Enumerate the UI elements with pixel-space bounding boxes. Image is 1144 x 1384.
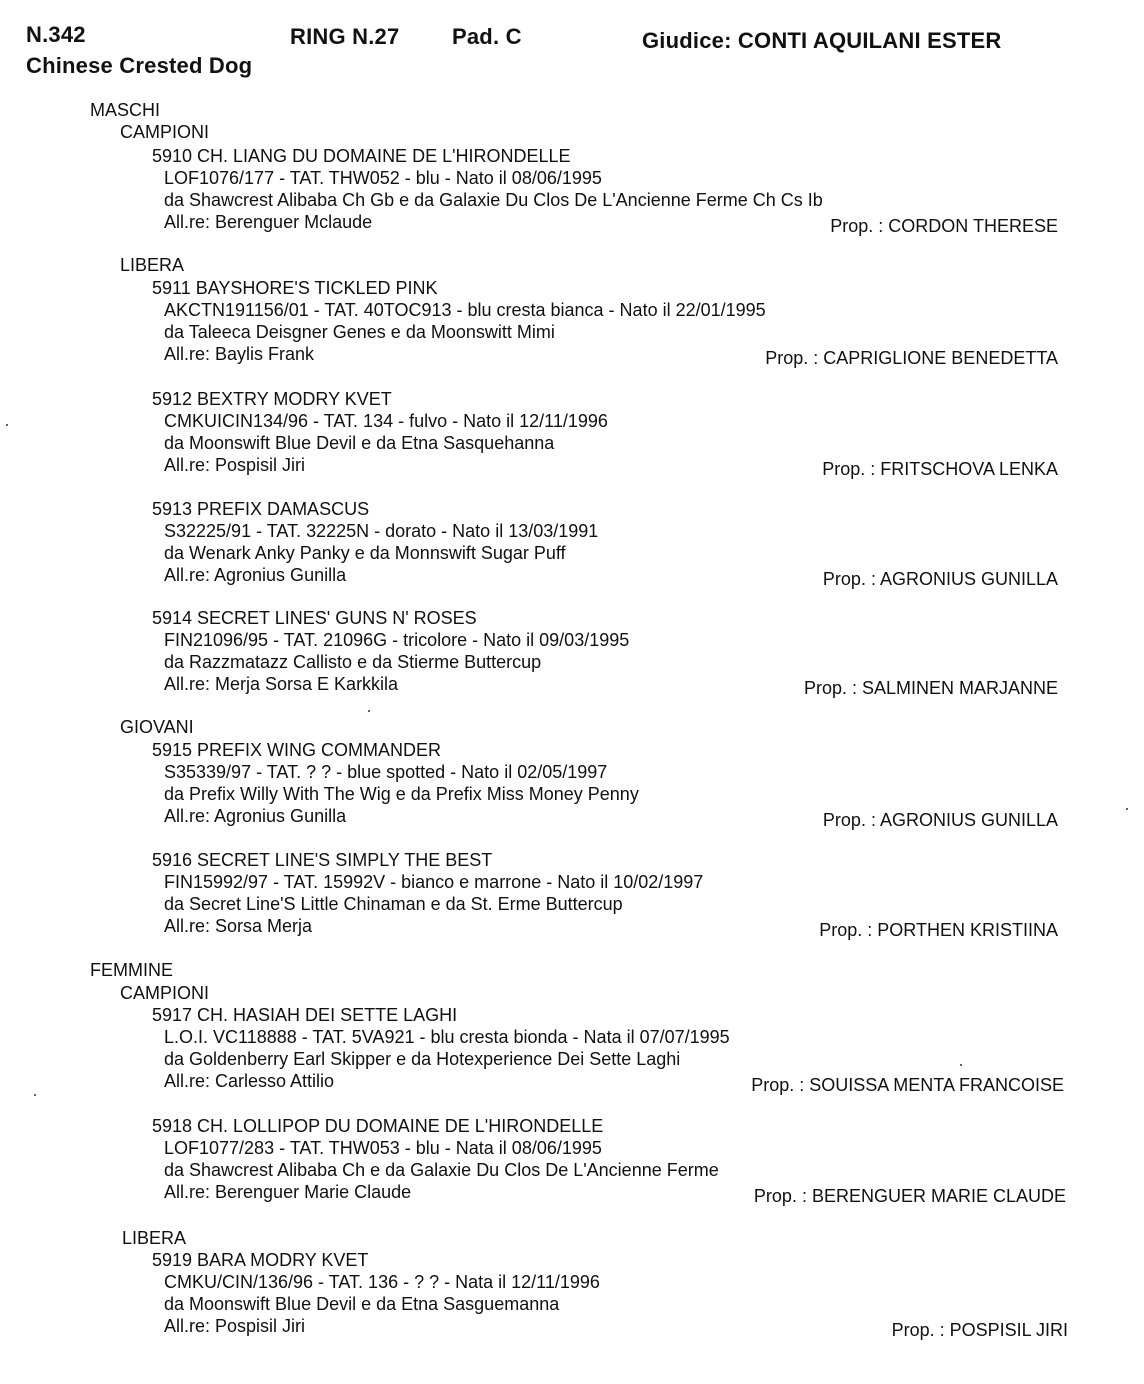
dog-owner: Prop. : AGRONIUS GUNILLA — [822, 569, 1058, 589]
dog-parents: da Shawcrest Alibaba Ch Gb e da Galaxie Du Clos De L'Ancienne Ferme Ch Cs Ib — [164, 190, 823, 210]
dog-entry — [0, 499, 1144, 609]
dog-entry — [0, 740, 1144, 850]
dog-parents: da Wenark Anky Panky e da Monnswift Sugar Puff — [164, 543, 566, 563]
dog-owner: Prop. : SALMINEN MARJANNE — [803, 678, 1058, 698]
dog-title: 5913 PREFIX DAMASCUS — [152, 499, 370, 519]
scan-speck — [368, 710, 370, 712]
dog-registration: CMKU/CIN/136/96 - TAT. 136 - ? ? - Nata il 12/11/1996 — [164, 1272, 600, 1292]
dog-breeder: All.re: Berenguer Marie Claude — [164, 1182, 412, 1202]
dog-entry — [0, 850, 1144, 960]
dog-parents: da Taleeca Deisgner Genes e da Moonswitt Mimi — [164, 322, 555, 342]
judge-name: Giudice: CONTI AQUILANI ESTER — [642, 28, 1002, 53]
dog-parents: da Moonswift Blue Devil e da Etna Sasquehanna — [164, 433, 555, 453]
dog-entry — [0, 1250, 1144, 1360]
scan-speck — [6, 424, 8, 426]
dog-parents: da Razzmatazz Callisto e da Stierme Buttercup — [164, 652, 542, 672]
class-label: LIBERA — [122, 1228, 187, 1248]
breed-title: Chinese Crested Dog — [26, 53, 253, 78]
dog-breeder: All.re: Carlesso Attilio — [164, 1071, 335, 1091]
dog-owner: Prop. : AGRONIUS GUNILLA — [822, 810, 1058, 830]
dog-owner: Prop. : CAPRIGLIONE BENEDETTA — [765, 348, 1058, 368]
dog-title: 5915 PREFIX WING COMMANDER — [152, 740, 442, 760]
dog-entry — [0, 1116, 1144, 1226]
pad-label: Pad. C — [452, 24, 522, 49]
dog-owner: Prop. : FRITSCHOVA LENKA — [822, 459, 1058, 479]
dog-breeder: All.re: Pospisil Jiri — [164, 455, 306, 475]
dog-owner: Prop. : BERENGUER MARIE CLAUDE — [753, 1186, 1066, 1206]
dog-owner: Prop. : SOUISSA MENTA FRANCOISE — [751, 1075, 1064, 1095]
dog-parents: da Goldenberry Earl Skipper e da Hotexperience Dei Sette Laghi — [164, 1049, 681, 1069]
dog-owner: Prop. : PORTHEN KRISTIINA — [819, 920, 1058, 940]
dog-parents: da Shawcrest Alibaba Ch e da Galaxie Du Clos De L'Ancienne Ferme — [164, 1160, 719, 1180]
dog-entry — [0, 389, 1144, 499]
dog-registration: FIN21096/95 - TAT. 21096G - tricolore - Nato il 09/03/1995 — [164, 630, 630, 650]
dog-title: 5917 CH. HASIAH DEI SETTE LAGHI — [152, 1005, 458, 1025]
dog-owner: Prop. : CORDON THERESE — [830, 216, 1058, 236]
scan-speck — [960, 1064, 962, 1066]
dog-registration: AKCTN191156/01 - TAT. 40TOC913 - blu cresta bianca - Nato il 22/01/1995 — [164, 300, 766, 320]
dog-registration: CMKUICIN134/96 - TAT. 134 - fulvo - Nato il 12/11/1996 — [164, 411, 608, 431]
dog-registration: S35339/97 - TAT. ? ? - blue spotted - Nato il 02/05/1997 — [164, 762, 608, 782]
dog-owner: Prop. : POSPISIL JIRI — [891, 1320, 1068, 1340]
dog-entry — [0, 1005, 1144, 1115]
section-sex-label: MASCHI — [90, 100, 161, 120]
dog-title: 5910 CH. LIANG DU DOMAINE DE L'HIRONDELLE — [152, 146, 571, 166]
class-label: LIBERA — [120, 255, 185, 275]
dog-title: 5916 SECRET LINE'S SIMPLY THE BEST — [152, 850, 493, 870]
catalog-number: N.342 — [26, 22, 86, 47]
dog-parents: da Moonswift Blue Devil e da Etna Sasguemanna — [164, 1294, 560, 1314]
dog-registration: LOF1076/177 - TAT. THW052 - blu - Nato il 08/06/1995 — [164, 168, 602, 188]
dog-breeder: All.re: Pospisil Jiri — [164, 1316, 306, 1336]
dog-breeder: All.re: Baylis Frank — [164, 344, 315, 364]
ring-number: RING N.27 — [290, 24, 400, 49]
class-label: CAMPIONI — [120, 122, 210, 142]
dog-parents: da Secret Line'S Little Chinaman e da St. Erme Buttercup — [164, 894, 623, 914]
scan-speck — [1126, 808, 1128, 810]
dog-title: 5919 BARA MODRY KVET — [152, 1250, 369, 1270]
dog-entry — [0, 608, 1144, 718]
dog-breeder: All.re: Berenguer Mclaude — [164, 212, 373, 232]
dog-entry — [0, 146, 1144, 256]
dog-breeder: All.re: Merja Sorsa E Karkkila — [164, 674, 399, 694]
scan-speck — [34, 1094, 36, 1096]
dog-breeder: All.re: Sorsa Merja — [164, 916, 313, 936]
dog-registration: L.O.I. VC118888 - TAT. 5VA921 - blu cresta bionda - Nata il 07/07/1995 — [164, 1027, 730, 1047]
dog-entry — [0, 278, 1144, 388]
dog-registration: FIN15992/97 - TAT. 15992V - bianco e marrone - Nato il 10/02/1997 — [164, 872, 704, 892]
dog-registration: S32225/91 - TAT. 32225N - dorato - Nato il 13/03/1991 — [164, 521, 599, 541]
dog-title: 5911 BAYSHORE'S TICKLED PINK — [152, 278, 438, 298]
dog-title: 5914 SECRET LINES' GUNS N' ROSES — [152, 608, 477, 628]
dog-breeder: All.re: Agronius Gunilla — [164, 565, 347, 585]
dog-title: 5918 CH. LOLLIPOP DU DOMAINE DE L'HIRONDELLE — [152, 1116, 604, 1136]
section-sex-label: FEMMINE — [90, 960, 173, 980]
dog-title: 5912 BEXTRY MODRY KVET — [152, 389, 392, 409]
class-label: CAMPIONI — [120, 983, 210, 1003]
dog-breeder: All.re: Agronius Gunilla — [164, 806, 347, 826]
dog-registration: LOF1077/283 - TAT. THW053 - blu - Nata il 08/06/1995 — [164, 1138, 602, 1158]
dog-parents: da Prefix Willy With The Wig e da Prefix Miss Money Penny — [164, 784, 639, 804]
class-label: GIOVANI — [120, 717, 194, 737]
